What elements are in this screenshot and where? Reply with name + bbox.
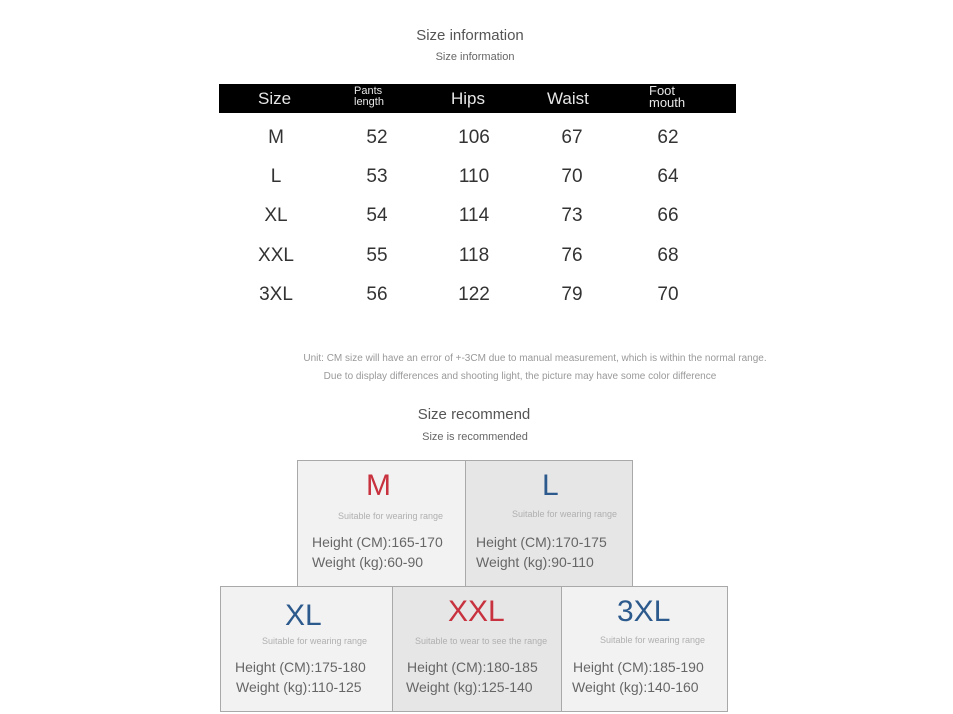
- cell-foot-mouth: 64: [657, 166, 679, 187]
- size-card-xxl: [392, 586, 562, 712]
- suitable-caption: Suitable for wearing range: [262, 636, 368, 646]
- size-label: 3XL: [617, 595, 671, 628]
- height-range: Height (CM):165-170: [312, 534, 443, 550]
- size-recommend-subtitle: Size is recommended: [422, 431, 528, 443]
- table-row: [219, 127, 736, 157]
- cell-hips: 118: [458, 245, 490, 266]
- suitable-caption: Suitable for wearing range: [512, 509, 618, 519]
- cell-pants-length: 56: [366, 284, 388, 305]
- weight-range: Weight (kg):60-90: [312, 554, 424, 570]
- weight-range: Weight (kg):110-125: [236, 679, 362, 695]
- cell-waist: 76: [561, 245, 583, 266]
- cell-pants-length: 52: [366, 127, 388, 148]
- color-note: Due to display differences and shooting light, the picture may have some color difference: [323, 371, 717, 382]
- weight-range: Weight (kg):140-160: [572, 679, 699, 695]
- size-label: XXL: [448, 595, 505, 628]
- header-foot-line2: mouth: [649, 95, 686, 110]
- cell-waist: 79: [561, 284, 583, 305]
- cell-pants-length: 54: [366, 205, 388, 226]
- header-size: Size: [258, 89, 292, 108]
- header-waist: Waist: [547, 89, 589, 108]
- height-range: Height (CM):170-175: [476, 534, 607, 550]
- cell-foot-mouth: 66: [657, 205, 679, 226]
- header-foot-line1: Foot: [649, 83, 676, 98]
- height-range: Height (CM):180-185: [407, 659, 538, 675]
- suitable-caption: Suitable for wearing range: [338, 511, 444, 521]
- cell-waist: 70: [561, 166, 583, 187]
- cell-waist: 67: [561, 127, 583, 148]
- cell-hips: 114: [458, 205, 490, 226]
- size-card-xl: [220, 586, 393, 712]
- size-label: M: [366, 469, 391, 502]
- cell-size: XL: [264, 205, 288, 226]
- header-pants-line1: Pants: [354, 85, 383, 97]
- size-card-3xl: [561, 586, 728, 712]
- size-information-subtitle: Size information: [435, 51, 515, 63]
- size-card-l: [465, 460, 633, 587]
- cell-size: XXL: [258, 245, 294, 266]
- header-foot-mouth: [649, 85, 685, 109]
- header-pants-length: [354, 86, 384, 108]
- size-card-m: [297, 460, 466, 587]
- header-hips: Hips: [451, 89, 486, 108]
- cell-size: 3XL: [259, 284, 293, 305]
- cell-size: M: [268, 127, 284, 148]
- size-recommend-title: Size recommend: [417, 406, 531, 423]
- weight-range: Weight (kg):125-140: [406, 679, 533, 695]
- suitable-caption: Suitable for wearing range: [600, 635, 706, 645]
- cell-foot-mouth: 68: [657, 245, 679, 266]
- height-range: Height (CM):175-180: [235, 659, 366, 675]
- cell-waist: 73: [561, 205, 583, 226]
- cell-pants-length: 53: [366, 166, 388, 187]
- cell-foot-mouth: 62: [657, 127, 679, 148]
- table-row: [219, 205, 736, 235]
- size-label: L: [542, 469, 559, 502]
- suitable-caption: Suitable to wear to see the range: [415, 636, 548, 646]
- cell-size: L: [270, 166, 282, 187]
- height-range: Height (CM):185-190: [573, 659, 704, 675]
- measurement-note: Unit: CM size will have an error of +-3CM due to manual measurement, which is within the normal range.: [303, 353, 767, 364]
- table-row: [219, 245, 736, 275]
- cell-hips: 106: [458, 127, 490, 148]
- weight-range: Weight (kg):90-110: [476, 554, 594, 570]
- cell-hips: 110: [458, 166, 490, 187]
- table-row: [219, 166, 736, 196]
- cell-foot-mouth: 70: [657, 284, 679, 305]
- cell-pants-length: 55: [366, 245, 388, 266]
- table-row: [219, 284, 736, 314]
- cell-hips: 122: [458, 284, 490, 305]
- size-label: XL: [285, 599, 322, 632]
- header-pants-line2: length: [354, 96, 384, 108]
- size-table-header: [219, 84, 736, 113]
- size-information-title: Size information: [416, 27, 524, 44]
